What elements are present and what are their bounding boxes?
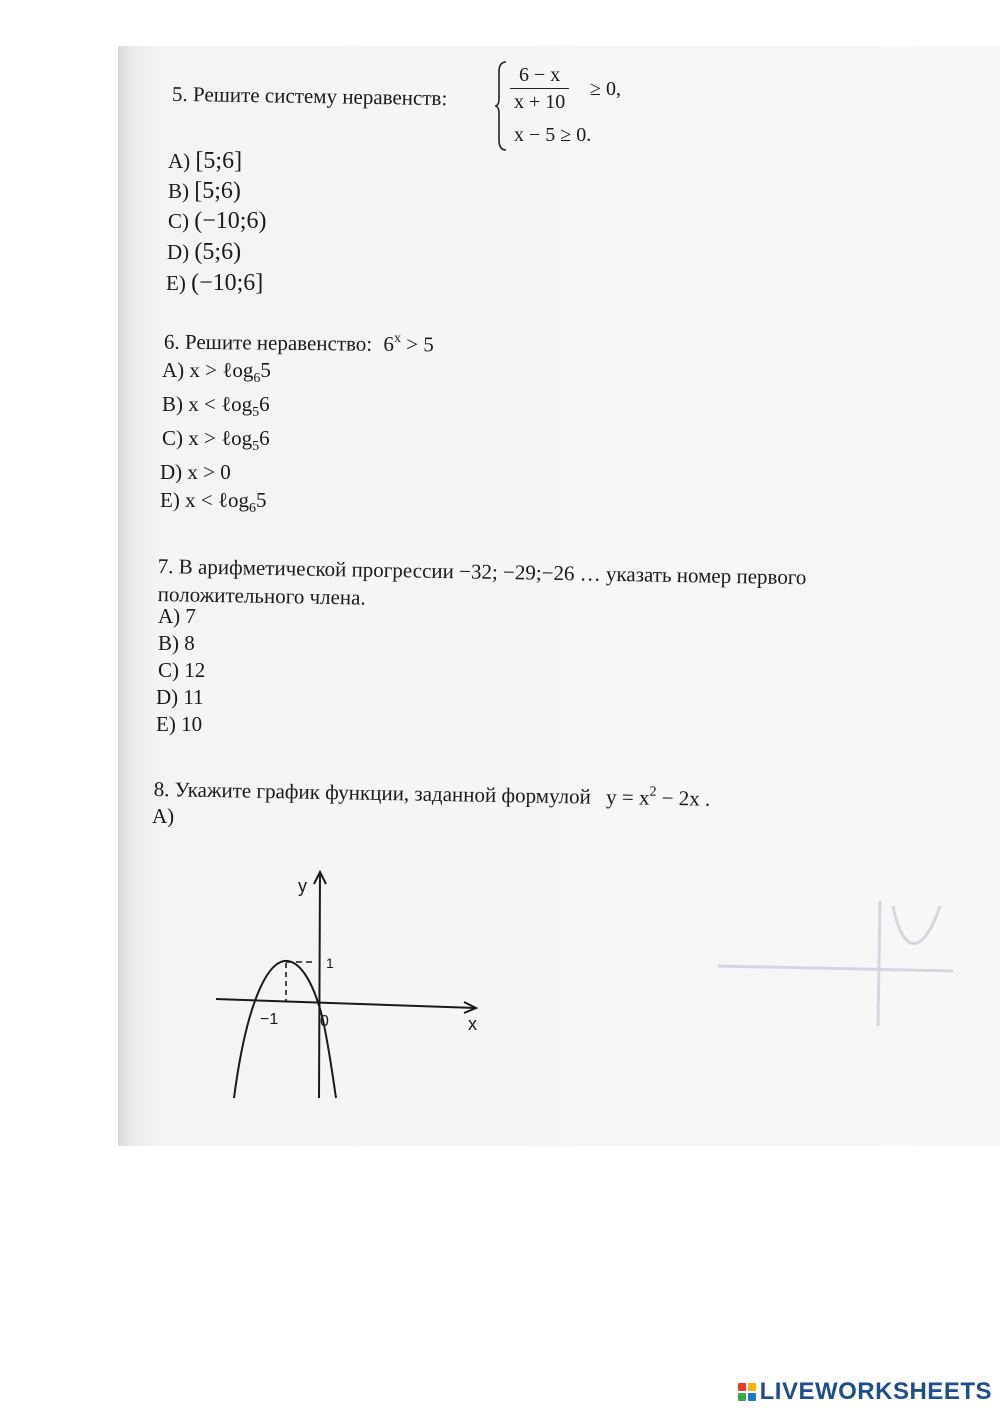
option-5c[interactable]: [168, 208, 266, 235]
option-5e[interactable]: [166, 270, 263, 297]
logo-grid-icon: [738, 1383, 756, 1401]
second-inequality: x − 5 ≥ 0.: [514, 124, 592, 146]
power-base: 6: [383, 331, 395, 356]
liveworksheets-logo[interactable]: [738, 1377, 992, 1407]
option-value: (5;6): [194, 239, 242, 265]
option-value: 10: [181, 712, 203, 736]
option-value: (−10;6): [194, 208, 267, 234]
question-8-prompt: [154, 776, 711, 812]
option-6b[interactable]: [162, 392, 270, 421]
option-value: [5;6]: [195, 148, 243, 174]
option-value: [188, 426, 270, 454]
logo-square-red: [738, 1383, 746, 1391]
log-base: 6: [248, 501, 256, 516]
option-value: 11: [183, 685, 204, 709]
option-letter: A): [158, 604, 181, 628]
y-axis-label: y: [298, 876, 307, 896]
scanned-worksheet-page: [118, 46, 1000, 1146]
option-letter: C): [158, 658, 179, 682]
option-letter: A): [168, 149, 191, 173]
option-letter: C): [168, 209, 189, 233]
option-5a[interactable]: [168, 148, 242, 175]
inequality-system: [494, 60, 634, 152]
question-8-formula: [606, 785, 711, 811]
tick-label-minus-one: −1: [260, 1011, 279, 1028]
formula-exponent: 2: [649, 784, 657, 800]
log-argument: 6: [259, 392, 270, 416]
option-letter: B): [158, 631, 179, 655]
log-prefix: x > ℓog: [189, 358, 254, 382]
first-inequality-relation: ≥ 0,: [590, 78, 621, 100]
log-base: 5: [252, 405, 260, 420]
option-value: (−10;6]: [191, 270, 264, 296]
log-argument: 5: [260, 358, 271, 382]
option-value: [189, 358, 271, 386]
option-value: 12: [184, 658, 206, 682]
brand-name: LIVEWORKSHEETS: [759, 1378, 992, 1405]
option-7c[interactable]: [158, 658, 205, 683]
option-7a[interactable]: [158, 604, 196, 629]
fraction-numerator: 6 − x: [510, 62, 569, 89]
option-letter: A): [162, 358, 185, 382]
logo-square-blue: [748, 1393, 756, 1401]
log-prefix: x < ℓog: [185, 488, 249, 512]
x-axis-label: x: [468, 1014, 477, 1034]
option-value: x > 0: [187, 460, 231, 484]
option-letter: C): [162, 426, 183, 450]
option-6e[interactable]: [160, 488, 266, 517]
option-value: [188, 392, 270, 420]
log-prefix: x > ℓog: [188, 426, 253, 450]
bleed-through-graph: [708, 896, 958, 1036]
parabola-graph-a: [216, 866, 506, 1106]
left-brace-icon: [494, 60, 508, 152]
log-base: 6: [253, 371, 261, 386]
option-letter: D): [156, 685, 179, 709]
option-7d[interactable]: [156, 685, 204, 710]
origin-label: 0: [320, 1013, 329, 1030]
option-8a-label[interactable]: A): [152, 804, 175, 828]
log-prefix: x < ℓog: [188, 392, 253, 416]
option-letter: D): [167, 240, 190, 264]
question-6-text: 6. Решите неравенство:: [163, 329, 373, 356]
question-6-inequality: [383, 332, 434, 357]
option-letter: E): [156, 712, 176, 736]
option-7b[interactable]: [158, 631, 195, 656]
option-value: 8: [184, 631, 195, 655]
option-7e[interactable]: [156, 712, 202, 737]
option-letter: E): [166, 271, 186, 295]
option-letter: E): [160, 488, 180, 512]
question-6-prompt: [164, 329, 434, 358]
inequality-rhs: > 5: [406, 332, 434, 357]
option-letter: D): [160, 460, 183, 484]
log-argument: 5: [255, 488, 267, 512]
option-value: [5;6): [194, 178, 241, 204]
option-6c[interactable]: [162, 426, 270, 455]
option-letter: B): [168, 179, 189, 203]
option-6d[interactable]: [160, 460, 231, 485]
logo-square-yellow: [748, 1383, 756, 1391]
option-5b[interactable]: [168, 178, 241, 205]
question-8-text: 8. Укажите график функции, заданной формулой: [153, 776, 592, 809]
formula-suffix: − 2x .: [656, 785, 711, 811]
option-6a[interactable]: [162, 358, 271, 387]
option-value: 7: [185, 604, 196, 628]
logo-square-green: [738, 1393, 746, 1401]
formula-prefix: y = x: [605, 784, 650, 810]
log-argument: 6: [259, 426, 270, 450]
question-5-prompt: 5. Решите систему неравенств:: [171, 81, 448, 111]
power-exponent: x: [393, 330, 402, 347]
log-base: 5: [252, 439, 260, 454]
option-letter: B): [162, 392, 183, 416]
tick-label-one: 1: [326, 955, 334, 971]
y-axis: [319, 872, 320, 1098]
fraction-denominator: x + 10: [514, 91, 566, 113]
option-5d[interactable]: [167, 239, 241, 266]
fraction: [510, 62, 569, 115]
question-7-prompt-line2: положительного члена.: [157, 582, 366, 610]
question-7-prompt-line1: 7. В арифметической прогрессии −32; −29;−26 … указать номер первого: [157, 554, 807, 590]
option-value: [185, 488, 267, 516]
